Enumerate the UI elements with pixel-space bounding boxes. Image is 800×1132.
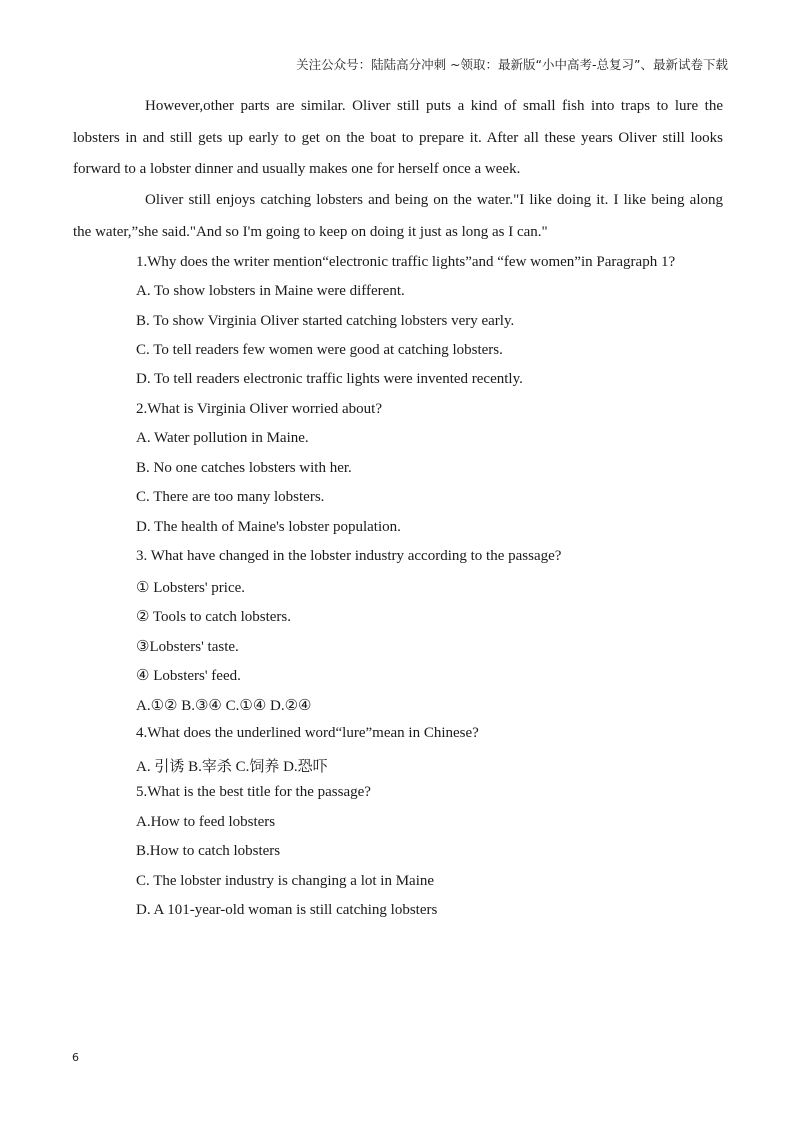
question-5: 5.What is the best title for the passage? — [136, 784, 371, 800]
q5-option-d: D. A 101-year-old woman is still catching lobsters — [136, 902, 438, 918]
q1-option-b: B. To show Virginia Oliver started catching lobsters very early. — [136, 313, 515, 329]
q1-option-c: C. To tell readers few women were good at catching lobsters. — [136, 342, 503, 358]
q3-item-4: ④ Lobsters' feed. — [136, 668, 241, 684]
page-number: 6 — [72, 1051, 79, 1064]
page-header: 关注公众号：陆陆高分冲刺 ~领取：最新版“小中高考-总复习”、最新试卷下载 — [296, 57, 728, 72]
q3-options: A.①② B.③④ C.①④ D.②④ — [136, 698, 312, 714]
q5-option-c: C. The lobster industry is changing a lot in Maine — [136, 873, 435, 889]
q1-option-a: A. To show lobsters in Maine were different. — [136, 283, 405, 299]
q2-option-c: C. There are too many lobsters. — [136, 489, 325, 505]
q5-option-a: A.How to feed lobsters — [136, 814, 276, 830]
question-3: 3. What have changed in the lobster industry according to the passage? — [136, 548, 562, 564]
q4-options: A. 引诱 B.宰杀 C.饲养 D.恐吓 — [136, 759, 328, 775]
q5-option-b: B.How to catch lobsters — [136, 843, 281, 859]
q1-option-d: D. To tell readers electronic traffic lights were invented recently. — [136, 371, 523, 387]
q2-option-a: A. Water pollution in Maine. — [136, 430, 309, 446]
question-2: 2.What is Virginia Oliver worried about? — [136, 401, 382, 417]
question-1: 1.Why does the writer mention“electronic traffic lights”and “few women”in Paragraph 1? — [136, 254, 676, 270]
q3-item-1: ① Lobsters' price. — [136, 580, 246, 596]
q3-item-2: ② Tools to catch lobsters. — [136, 609, 292, 625]
paragraph-similar-parts: However,other parts are similar. Oliver still puts a kind of small fish into traps to lure the lobsters in and still gets up early to get on the boat to prepare it. After all these years Oliver still looks forward to a lobster dinner and usually makes one for herself once a week. — [73, 98, 723, 177]
q2-option-d: D. The health of Maine's lobster population. — [136, 519, 401, 535]
q3-item-3: ③Lobsters' taste. — [136, 639, 239, 655]
q2-option-b: B. No one catches lobsters with her. — [136, 460, 352, 476]
paragraph-enjoys-catching: Oliver still enjoys catching lobsters and being on the water."I like doing it. I like being along the water,”she said."And so I'm going to keep on doing it just as long as I can." — [73, 192, 723, 240]
question-4: 4.What does the underlined word“lure”mean in Chinese? — [136, 725, 479, 741]
